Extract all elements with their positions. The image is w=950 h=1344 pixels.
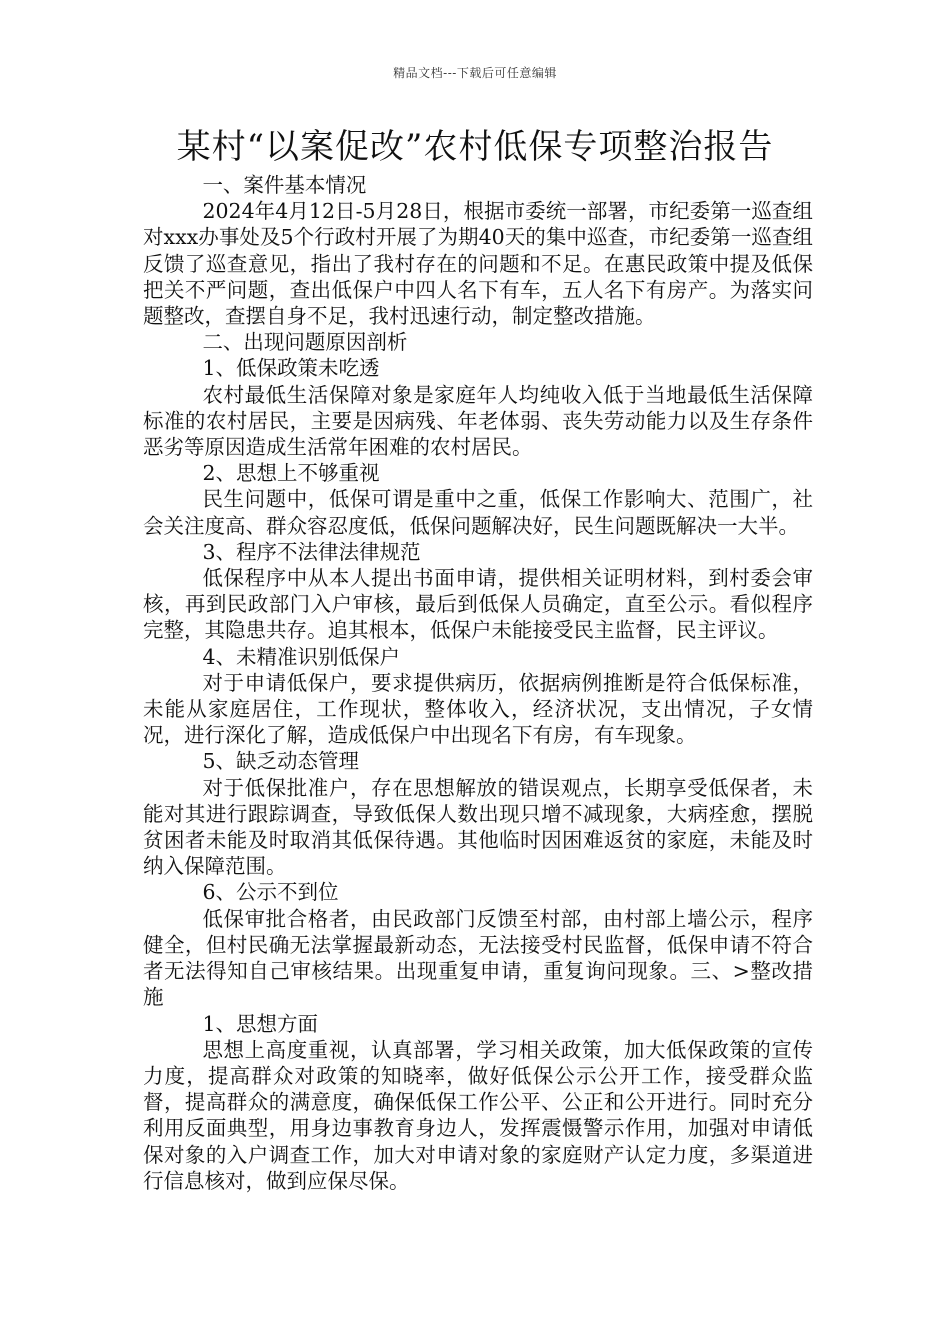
paragraph-policy: 农村最低生活保障对象是家庭年人均纯收入低于当地最低生活保障标准的农村居民，主要是因病残、年老体弱、丧失劳动能力以及生存条件恶劣等原因造成生活常年困难的农村居民。: [143, 382, 813, 460]
subheading-procedure: 3、程序不法律法律规范: [202, 539, 421, 564]
subheading-policy: 1、低保政策未吃透: [202, 356, 380, 381]
paragraph-thinking: 思想上高度重视，认真部署，学习相关政策，加大低保政策的宣传力度，提高群众对政策的知晓率，做好低保公示公开工作，接受群众监督，提高群众的满意度，确保低保工作公平、公正和公开进行。同时充分利用反面典型，用身边事教育身边人，发挥震慑警示作用，加强对申请低保对象的入户调查工作，加大对申请对象的家庭财产认定力度，多渠道进行信息核对，做到应保尽保。: [143, 1037, 813, 1193]
paragraph-attention: 民生问题中，低保可谓是重中之重，低保工作影响大、范围广，社会关注度高、群众容忍度低，低保问题解决好，民生问题既解决一大半。: [143, 487, 813, 538]
paragraph-dynamic-management: 对于低保批准户，存在思想解放的错误观点，长期享受低保者，未能对其进行跟踪调查，导致低保人数出现只增不减现象，大病痊愈，摆脱贫困者未能及时取消其低保待遇。其他临时因困难返贫的家庭，未能及时纳入保障范围。: [143, 775, 813, 879]
paragraph-publicity: 低保审批合格者，由民政部门反馈至村部，由村部上墙公示，程序健全，但村民确无法掌握最新动态，无法接受村民监督，低保申请不符合者无法得知自己审核结果。出现重复申请，重复询问现象。三、>整改措施: [143, 906, 813, 1010]
subheading-attention: 2、思想上不够重视: [202, 461, 380, 486]
paragraph-procedure: 低保程序中从本人提出书面申请，提供相关证明材料，到村委会审核，再到民政部门入户审核，最后到低保人员确定，直至公示。看似程序完整，其隐患共存。追其根本，低保户未能接受民主监督，民主评议。: [143, 566, 813, 643]
section-heading-case-overview: 一、案件基本情况: [202, 173, 367, 197]
subheading-dynamic-management: 5、缺乏动态管理: [202, 749, 359, 774]
document-title: 某村“以案促改”农村低保专项整治报告: [176, 127, 774, 167]
subheading-thinking: 1、思想方面: [202, 1011, 318, 1036]
paragraph-case-overview: 2024年4月12日-5月28日，根据市委统一部署，市纪委第一巡查组对xxx办事处及5个行政村开展了为期40天的集中巡查，市纪委第一巡查组反馈了巡查意见，指出了我村存在的问题和不足。在惠民政策中提及低保把关不严问题，查出低保户中四人名下有车，五人名下有房产。为落实问题整改，查摆自身不足，我村迅速行动，制定整改措施。: [143, 199, 813, 329]
subheading-identification: 4、未精准识别低保户: [202, 644, 400, 669]
paragraph-identification: 对于申请低保户，要求提供病历，依据病例推断是符合低保标准，未能从家庭居住，工作现状，整体收入，经济状况，支出情况，子女情况，进行深化了解，造成低保户中出现名下有房，有车现象。: [143, 670, 813, 748]
header-note: 精品文档---下载后可任意编辑: [393, 66, 557, 80]
document-body: [143, 172, 813, 1194]
section-heading-cause-analysis: 二、出现问题原因剖析: [202, 330, 408, 355]
subheading-publicity: 6、公示不到位: [202, 880, 339, 905]
